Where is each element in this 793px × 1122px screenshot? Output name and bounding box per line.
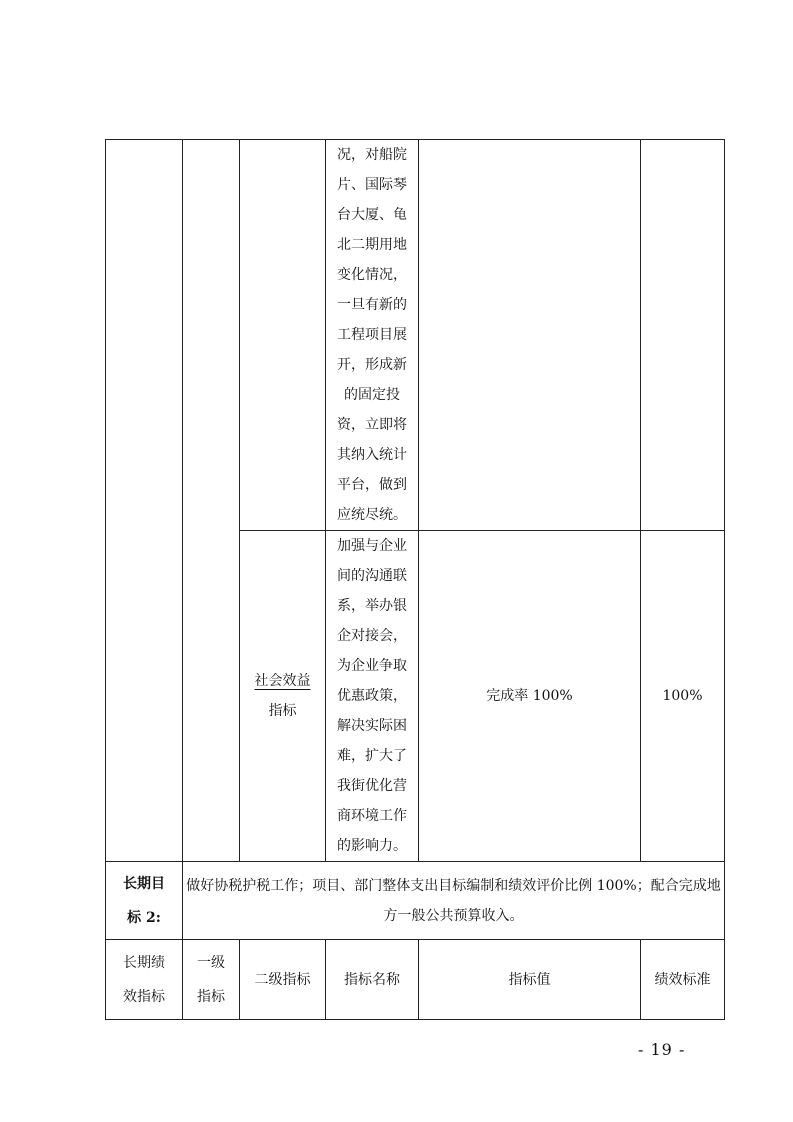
description-line: 为企业争取 <box>337 658 407 674</box>
empty-cell <box>641 140 725 531</box>
goal-label-suffix: 标 2: <box>127 909 161 926</box>
indicator-description-cell <box>326 531 419 862</box>
empty-cell <box>183 140 240 862</box>
description-line: 平台，做到 <box>337 477 407 493</box>
description-line: 的固定投 <box>344 387 400 403</box>
description-line: 商环境工作 <box>337 808 407 824</box>
goal-text: 做好协税护税工作；项目、部门整体支出目标编制和绩效评价比例 100%；配合完成地方一般公共预算收入。 <box>183 862 725 940</box>
goal-label-cell <box>106 862 183 940</box>
page-number: - 19 - <box>638 1040 686 1059</box>
header-cell <box>183 940 240 1020</box>
empty-cell <box>419 140 641 531</box>
performance-standard-cell <box>641 531 725 862</box>
empty-cell <box>106 140 183 862</box>
description-line: 的影响力。 <box>337 838 407 854</box>
description-line: 间的沟通联 <box>337 568 407 584</box>
description-line: 况，对船院 <box>337 147 407 163</box>
category-cell <box>240 531 326 862</box>
indicator-description-cell <box>326 140 419 531</box>
description-line: 解决实际困 <box>337 718 407 734</box>
description-line: 北二期用地 <box>337 237 407 253</box>
header-cell: 指标名称 <box>326 940 419 1020</box>
description-line: 应统尽统。 <box>337 507 407 523</box>
description-line: 一旦有新的 <box>337 297 407 313</box>
indicator-description <box>326 140 418 530</box>
category-label-suffix: 指标 <box>268 703 297 719</box>
table-row <box>106 862 725 940</box>
performance-standard: 100% <box>662 688 703 704</box>
description-line: 开，形成新 <box>337 357 407 373</box>
performance-table <box>105 139 725 1020</box>
table-header-row <box>106 940 725 1020</box>
category-label: 社会效益 <box>254 673 311 689</box>
header-text: 指标 <box>197 988 225 1005</box>
indicator-description <box>326 531 418 861</box>
description-line: 难，扩大了 <box>337 748 407 764</box>
description-line: 其纳入统计 <box>337 447 407 463</box>
description-line: 企对接会， <box>337 628 407 644</box>
description-line: 工程项目展 <box>337 327 407 343</box>
header-text: 一级 <box>197 954 225 971</box>
description-line: 我街优化营 <box>337 778 407 794</box>
indicator-value: 完成率 100% <box>486 688 573 704</box>
header-cell: 绩效标准 <box>641 940 725 1020</box>
description-line: 加强与企业 <box>337 538 407 554</box>
indicator-value-cell <box>419 531 641 862</box>
header-text: 效指标 <box>123 988 165 1005</box>
goal-label: 长期目 <box>123 875 165 892</box>
description-line: 系，举办银 <box>337 598 407 614</box>
description-line: 片、国际琴 <box>337 177 407 193</box>
description-line: 台大厦、龟 <box>337 207 407 223</box>
header-cell: 二级指标 <box>240 940 326 1020</box>
header-text: 长期绩 <box>123 954 165 971</box>
table-row <box>106 140 725 531</box>
description-line: 变化情况， <box>337 267 407 283</box>
description-line: 资，立即将 <box>337 417 407 433</box>
description-line: 优惠政策， <box>337 688 407 704</box>
empty-cell <box>240 140 326 531</box>
header-cell: 指标值 <box>419 940 641 1020</box>
header-cell <box>106 940 183 1020</box>
